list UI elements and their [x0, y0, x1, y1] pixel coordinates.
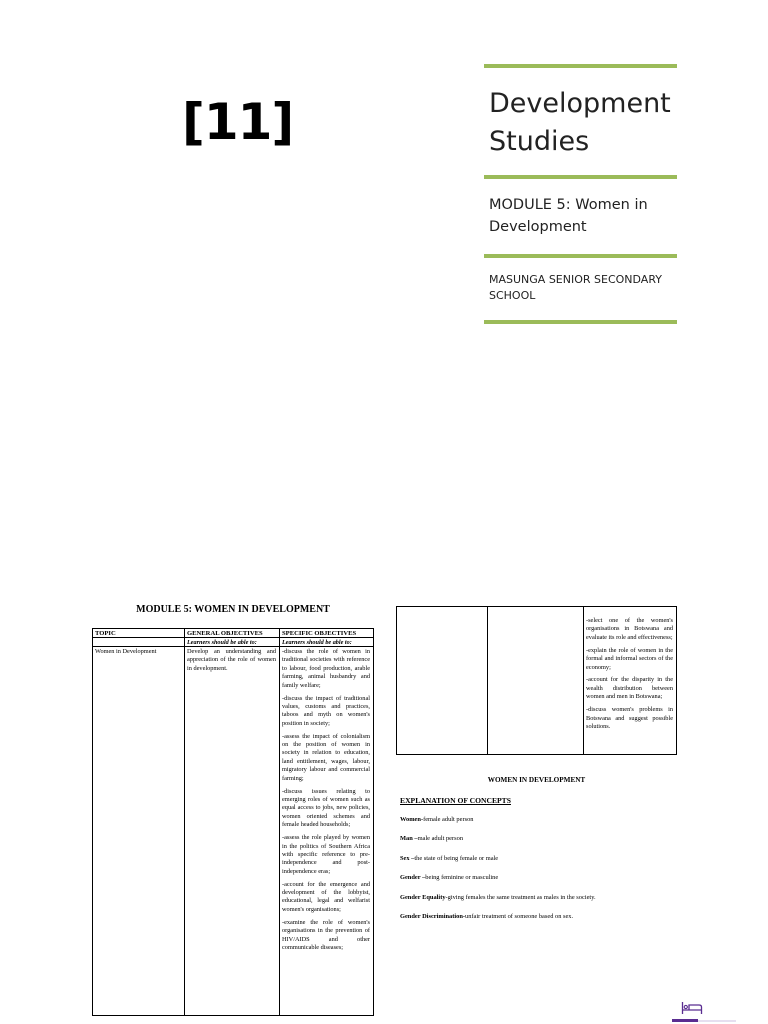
cover-rule-middle: [484, 175, 677, 179]
concept-term: Women-: [400, 816, 424, 823]
subheader-specific: Learners should be able to:: [282, 639, 352, 646]
specific-objective: -assess the impact of colonialism on the position of women in society in relation to education, land entitlement, wages, labour, migratory labour and commercial farming;: [282, 732, 370, 782]
bed-icon: [681, 1001, 703, 1015]
specific-objectives-cell: [282, 648, 370, 957]
concept-definition: female adult person: [423, 816, 474, 823]
subheader-general: Learners should be able to:: [187, 639, 257, 646]
cover-school-line: SCHOOL: [489, 289, 536, 302]
specific-objective: -account for the emergence and development of the lobbyist, educational, legal and welfarist women's organisations;: [282, 880, 370, 913]
cover-title-line: Studies: [489, 126, 590, 157]
table-column-divider: [279, 629, 280, 1015]
document-heading: MODULE 5: WOMEN IN DEVELOPMENT: [136, 604, 330, 615]
table-column-divider: [583, 607, 584, 754]
cover-title: [489, 85, 671, 161]
notes-subtitle: EXPLANATION OF CONCEPTS: [400, 796, 511, 805]
cover-module-line: Development: [489, 219, 587, 235]
specific-objective: -discuss the impact of traditional values, customs and practices, taboos and myth on women's position in society;: [282, 694, 370, 727]
header-topic: TOPIC: [95, 629, 116, 637]
cover-school: [489, 272, 662, 304]
table-column-divider: [487, 607, 488, 754]
concept-gender-discrimination: [400, 913, 573, 920]
concept-gender-equality: [400, 894, 596, 901]
cover-rule-top: [484, 64, 677, 68]
concept-gender: [400, 874, 498, 881]
concept-sex: [400, 855, 498, 862]
cover-number: [11]: [182, 93, 294, 151]
continuation-table: [396, 606, 677, 755]
concept-term: Man –: [400, 835, 418, 842]
specific-objective: -explain the role of women in the formal and informal sectors of the economy;: [586, 646, 673, 671]
concept-term: Gender –: [400, 874, 426, 881]
cover-module: [489, 194, 648, 238]
header-specific-objectives: SPECIFIC OBJECTIVES: [282, 629, 357, 637]
cover-module-line: MODULE 5: Women in: [489, 197, 648, 213]
general-objective-cell: Develop an understanding and appreciation of the role of women in development.: [187, 648, 276, 672]
cover-rule-lower: [484, 254, 677, 258]
specific-objective: -account for the disparity in the wealth distribution between women and men in Botswana;: [586, 676, 673, 701]
concept-definition: male adult person: [417, 835, 464, 842]
concept-man: [400, 835, 463, 842]
notes-title: WOMEN IN DEVELOPMENT: [487, 776, 586, 784]
specific-objective: -discuss issues relating to emerging roles of women such as equal access to jobs, new policies, women oriented schemes and female headed households;: [282, 787, 370, 829]
logo-underline-accent: [672, 1019, 698, 1022]
concept-term: Gender Equality-: [400, 894, 448, 901]
concept-women: [400, 816, 473, 823]
specific-objective: -select one of the women's organisations in Botswana and evaluate its role and effectiveness;: [586, 617, 673, 641]
table-column-divider: [184, 629, 185, 1015]
specific-objective: -assess the role played by women in the politics of Southern Africa with specific reference to pre-independence and post-independence eras;: [282, 834, 370, 875]
cover-title-line: Development: [489, 88, 671, 119]
concept-definition: giving females the same treatment as males in the society.: [447, 894, 596, 901]
concept-term: Gender Discrimination-: [400, 913, 466, 920]
concept-definition: the state of being female or male: [414, 855, 499, 862]
specific-objective: -discuss women's problems in Botswana and suggest possible solutions.: [586, 706, 673, 730]
concept-definition: unfair treatment of someone based on sex.: [465, 913, 574, 920]
header-general-objectives: GENERAL OBJECTIVES: [187, 629, 263, 637]
cover-rule-bottom: [484, 320, 677, 324]
concept-definition: being feminine or masculine: [425, 874, 499, 881]
specific-objective: -examine the role of women's organisations in the prevention of HIV/AIDS and other communicable diseases;: [282, 918, 370, 951]
cover-school-line: MASUNGA SENIOR SECONDARY: [489, 273, 662, 286]
continuation-objectives-cell: [586, 617, 673, 736]
concept-term: Sex –: [400, 855, 415, 862]
topic-cell: Women in Development: [95, 648, 157, 655]
specific-objective: -discuss the role of women in traditional societies with reference to labour, food production, arable farming, animal husbandry and family welfare;: [282, 648, 370, 689]
objectives-table: [92, 628, 374, 1016]
